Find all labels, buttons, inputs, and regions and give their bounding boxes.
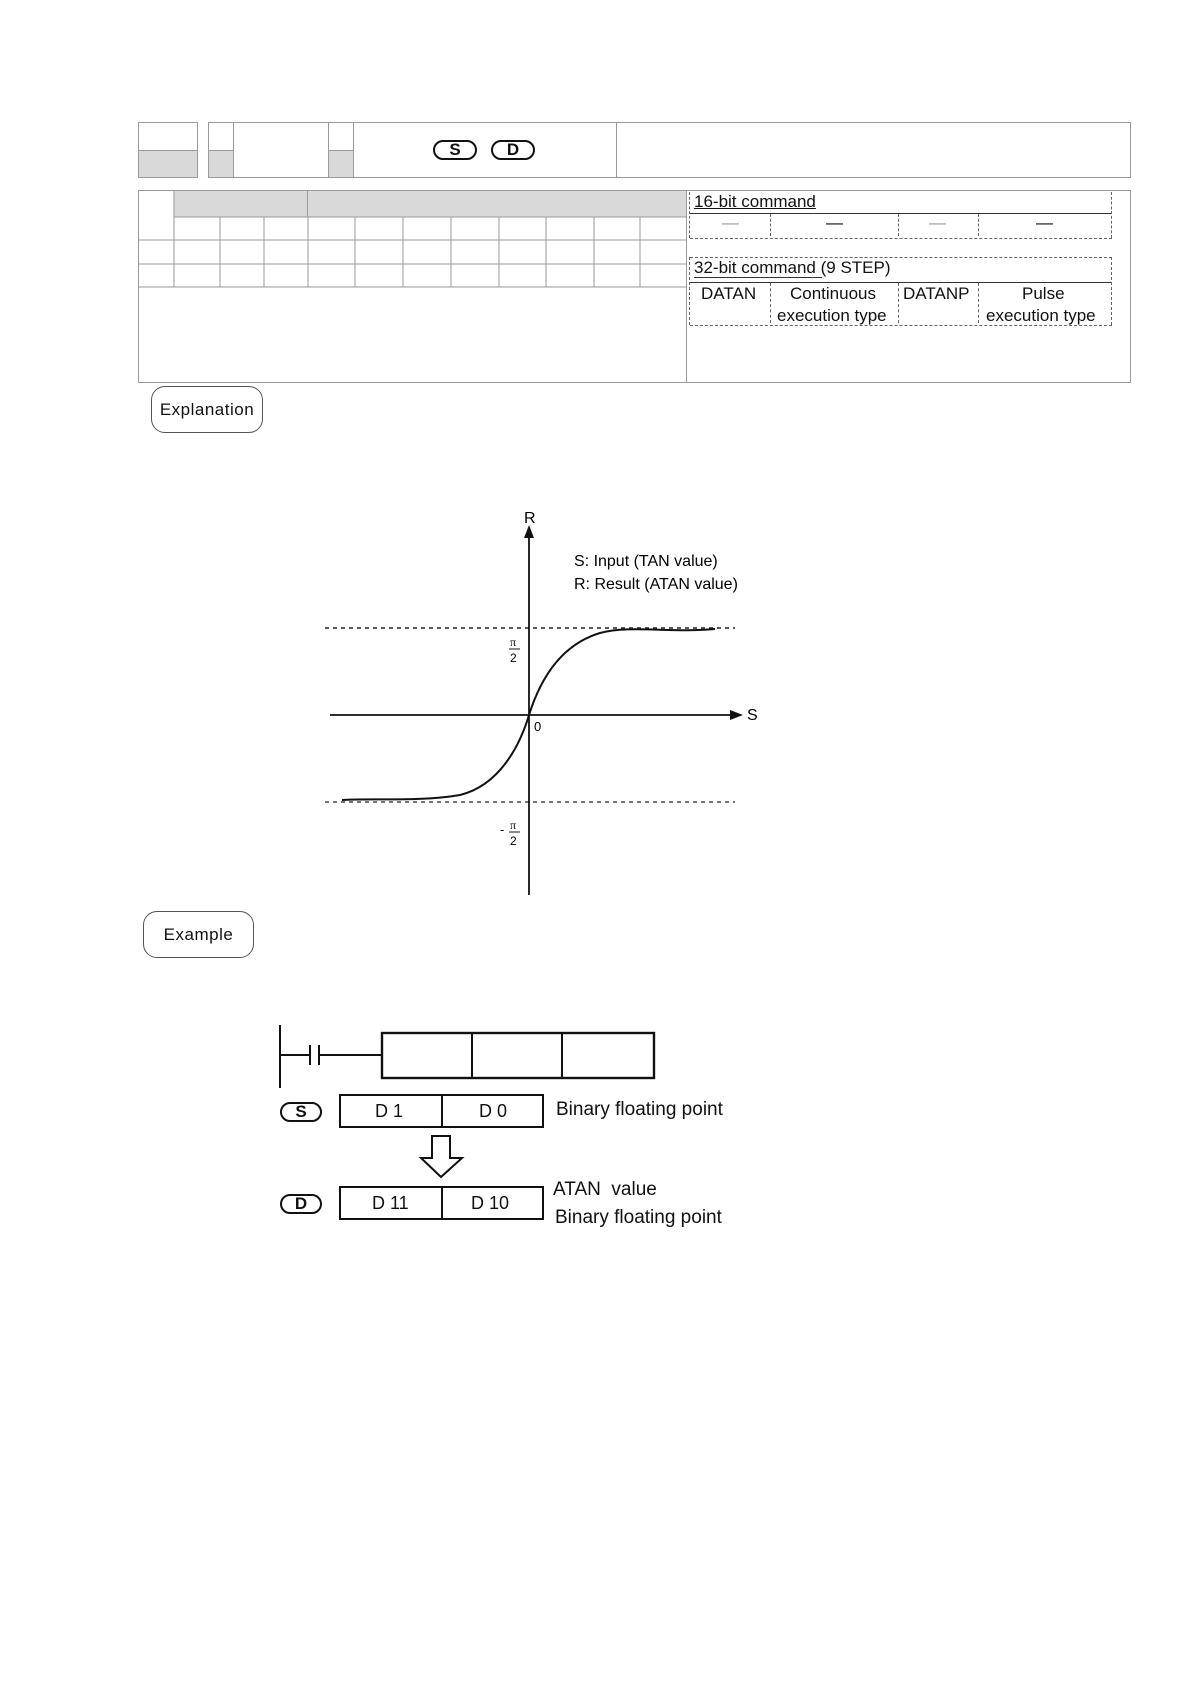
example-d-badge <box>280 1194 322 1214</box>
operand-s-badge <box>433 140 477 160</box>
command-32bit-underline <box>694 277 822 278</box>
command-32bit-sep-3 <box>978 283 979 323</box>
operand-s-label: S <box>449 140 461 159</box>
example-s-badge <box>280 1102 322 1122</box>
example-d-description-2: Binary floating point <box>555 1207 722 1228</box>
mnemonic-cell <box>233 122 329 178</box>
example-d-register-divider <box>441 1186 443 1220</box>
graph-two-top: 2 <box>510 651 517 665</box>
command-32bit-pulse-name: DATANP <box>903 284 970 303</box>
atan-graph <box>310 505 780 895</box>
down-arrow-icon <box>418 1134 466 1180</box>
explanation-heading-text: Explanation <box>159 400 255 419</box>
ladder-contact-icon <box>280 1045 382 1065</box>
function-cell <box>616 122 1131 178</box>
command-32bit-left <box>689 257 690 325</box>
command-32bit-header <box>694 258 891 278</box>
graph-legend-r: R: Result (ATAN value) <box>574 576 738 593</box>
graph-y-axis-label: R <box>524 510 536 527</box>
command-32bit-sep-2 <box>898 283 899 323</box>
graph-origin-label: 0 <box>534 719 542 734</box>
command-16bit-header: 16-bit command <box>694 192 816 211</box>
command-16bit-left <box>689 192 690 238</box>
command-32bit-continuous-desc-2: execution type <box>777 306 887 325</box>
graph-legend-s: S: Input (TAN value) <box>574 553 718 570</box>
command-16bit-cell-4: — <box>1036 213 1053 232</box>
example-heading <box>143 911 254 958</box>
command-32bit-sep-1 <box>770 283 771 323</box>
graph-pi-top: π <box>510 635 517 649</box>
example-s-register-divider <box>441 1094 443 1128</box>
example-d-register-low: D 10 <box>471 1193 510 1213</box>
device-table-grid <box>138 190 688 290</box>
command-16bit-bottom <box>690 238 1112 239</box>
graph-pi-bottom: π <box>510 818 517 832</box>
command-32bit-rule <box>690 282 1112 283</box>
graph-pi-over-2-label <box>509 635 520 665</box>
example-d-register-high: D 11 <box>372 1193 409 1213</box>
graph-minus-sign: - <box>500 822 505 837</box>
command-32bit-pulse-desc-1: Pulse <box>1022 284 1065 303</box>
operand-d-label: D <box>506 140 520 159</box>
example-s-register-high: D 1 <box>375 1101 404 1121</box>
command-16bit-cell-1: — <box>722 213 739 232</box>
example-d-badge-label: D <box>294 1194 308 1213</box>
command-32bit-header-text: 32-bit command (9 STEP) <box>694 258 891 277</box>
command-16bit-sep-2 <box>898 214 899 236</box>
command-32bit-pulse-desc-2: execution type <box>986 306 1096 325</box>
graph-two-bottom: 2 <box>510 834 517 848</box>
example-d-description-1: ATAN value <box>553 1179 657 1200</box>
type-flag-shade-2 <box>328 150 354 178</box>
explanation-heading <box>151 386 263 433</box>
command-16bit-sep-3 <box>978 214 979 236</box>
example-s-badge-label: S <box>295 1102 307 1121</box>
example-s-register-low: D 0 <box>479 1101 508 1121</box>
ladder-instruction-box <box>382 1033 654 1078</box>
ladder-rung <box>275 1020 660 1090</box>
graph-y-axis <box>524 525 534 895</box>
graph-minus-pi-over-2-label <box>500 818 520 848</box>
operand-cell <box>353 122 617 178</box>
command-32bit-continuous-name: DATAN <box>701 284 757 303</box>
graph-x-axis-label: S <box>747 707 758 724</box>
command-16bit-cell-3: — <box>929 213 946 232</box>
command-32bit-right <box>1111 257 1112 325</box>
example-heading-text: Example <box>163 925 234 944</box>
command-16bit-cell-2: — <box>826 213 843 232</box>
operand-d-badge <box>491 140 535 160</box>
command-32bit-continuous-desc-1: Continuous <box>790 284 877 303</box>
command-16bit-sep-1 <box>770 214 771 236</box>
type-flag-shade-1 <box>208 150 234 178</box>
example-s-description: Binary floating point <box>556 1099 723 1120</box>
command-16bit-right <box>1111 192 1112 238</box>
api-number-shade <box>138 150 198 178</box>
